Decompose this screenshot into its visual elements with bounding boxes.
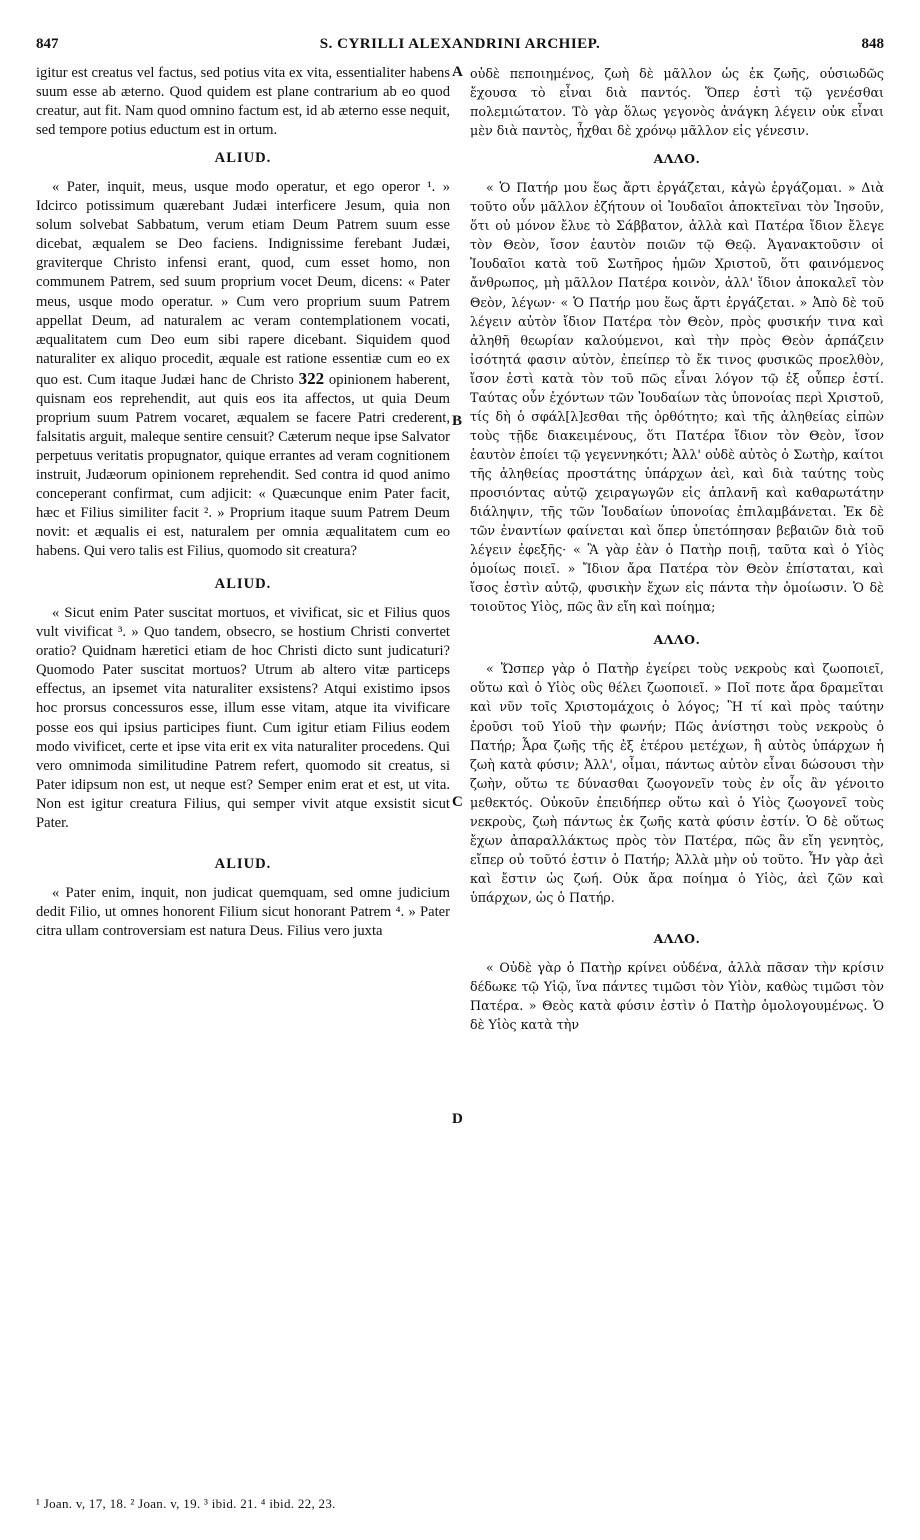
latin-text: « Pater, inquit, meus, usque modo operatur, et ego operor ¹. » Idcirco potissimum quærebant Judæi interficere Jesum, quia non solum solvebat Sabbatum, verum etiam Deum Patrem suum esse dicebat, æqualem se Deo faciens. Indignissime ferebant Judæi, graviterque Christo infensi erant, quod, cum esset homo, non communem Patrem, sed suum proprium vocet Deum, dicens: « Pater meus, usque modo operatur. » Cum vero proprium suum Patrem appellat Deum, ad naturalem ac veram contemplationem vocati, æqualitatem cum Deo eum sibi rapere dicebant. Siquidem quod naturaliter ex aliquo procedit, æquale est ratione essentiæ cum eo ex quo est. Cum itaque Judæi hanc de Christo — [36, 179, 450, 388]
section-heading: ALIUD. — [214, 150, 272, 167]
greek-section-4 — [470, 929, 884, 1034]
column-number: 322 — [298, 368, 325, 388]
footnotes: ¹ Joan. v, 17, 18. ² Joan. v, 19. ³ ibid. 21. ⁴ ibid. 22, 23. — [36, 1496, 336, 1511]
running-title: S. CYRILLI ALEXANDRINI ARCHIEP. — [319, 36, 601, 52]
section-heading: ALIUD. — [214, 576, 272, 593]
greek-column — [470, 64, 884, 1034]
greek-paragraph: « Ὥσπερ γὰρ ὁ Πατὴρ ἐγείρει τοὺς νεκροὺς καὶ ζωοποιεῖ, οὕτω καὶ ὁ Υἱὸς οὓς θέλει ζωοποιεῖ. » Ποῖ ποτε ἄρα δραμεῖται καὶ νῦν τοῖς Χριστομάχοις ὁ λόγος; Ἢ τί καὶ πρὸς ταύτην ἐροῦσι τοῦ Υἱοῦ τὴν φωνήν; Πῶς ἀνίστησι τοὺς νεκροὺς ὁ Πατήρ; Ἆρα ζωῆς τῆς ἐξ ἑτέρου μετέχων, ἢ αὐτὸς ὑπάρχων ἡ ζωὴ κατὰ φύσιν; Ἀλλ', οἶμαι, πάντως αὐτὸν εἶναι δώσουσι τὴν ζωὴν, οὕτω τε δύνασθαι ζωογονεῖν τοὺς ἐν οἷς ἂν γένοιτο μεθεκτός. Οὐκοῦν ἐπειδήπερ οὕτω καὶ ὁ Υἱὸς ζωογονεῖ τοὺς νεκροὺς, ζωὴ πάντως ἐκ ζωῆς κατὰ φύσιν ἐστίν. Ὁ δὲ οὕτως ἔχων ἀπαραλλάκτως πρὸς τὸν Πατέρα, πῶς ἂν εἴη γενητὸς, εἴπερ οὐ τοῦτό ἐστιν ὁ Πατήρ; Ἀλλὰ μὴν οὐ τοῦτο. Ἦν γὰρ ἀεὶ καὶ ἔστιν ὡς ζωή. Οὐκ ἄρα ποίημα ὁ Υἱὸς, ἀεὶ ζῶν καὶ ὑπάρχων, ὡς ὁ Πατήρ. — [470, 661, 884, 905]
greek-section-1 — [470, 64, 884, 140]
latin-text: opinionem haberent, quisnam eos reprehendit, aut quis eos ita affectos, ut quia Deum proprium suum Patrem vocaret, æqualem se facere Patri crederent, falsitatis arguit, maleque sentire censuit? Cæterum neque ipse Salvator perpetuus veritatis propugnator, quique errantes ad veram cognitionem instruit, Judæorum opinionem reprehendit. Sed contra id quod animo conceperant confirmat, cum adjicit: « Quæcunque enim Pater facit, hæc et Filius similiter facit ². » Proprium itaque suum Patrem Deum novit: et æqualis ei est, naturalem per omnia æqualitatem cum eo habens. Qui vero talis est Filius, quomodo sit creatura? — [36, 371, 450, 560]
latin-paragraph: igitur est creatus vel factus, sed potius vita ex vita, essentialiter habens suum esse ab æterno. Quod quidem est plane contrarium ab eo quod creatur, aut fit. Nam quod omnino factum est, id ab æterno esse nequit, sed tempore potius eductum est in ortum. — [36, 65, 450, 139]
latin-paragraph: « Sicut enim Pater suscitat mortuos, et vivificat, sic et Filius quos vult vivificat ³. » Quo tandem, obsecro, se hostium Christi convertet oratio? Quidnam hæretici etiam de hoc Christi dicto sunt judicaturi? Quomodo Pater suscitat mortuos? Utrum ab altero vitæ particeps effectus, an ipsemet vita naturaliter exsistens? Atqui existimo ipsos hoc prorsus concessuros esse, illum esse vitam, atque ita vivificare posse eos qui ipsius participes fiunt. Cum igitur etiam Filius eodem modo vivificet, certe et ipse vita erit ex vita naturaliter procedens. Qui vero omnimoda similitudine Patrem refert, quomodo sit creatus, si Pater idipsum non est, ut neque est? Semper enim erat et est, ut vita. Non est igitur creatura Filius, qui semper vivit atque exsistit sicut Pater. — [36, 605, 450, 831]
running-header — [36, 36, 884, 60]
greek-section-3 — [470, 630, 884, 907]
latin-paragraph — [36, 178, 450, 561]
page-number-left: 847 — [36, 36, 59, 52]
latin-column — [36, 64, 450, 941]
margin-letter-b: B — [452, 413, 463, 429]
greek-paragraph: « Ὁ Πατήρ μου ἕως ἄρτι ἐργάζεται, κἀγὼ ἐργάζομαι. » Διὰ τοῦτο οὖν μᾶλλον ἐζήτουν οἱ Ἰουδαῖοι ἀποκτεῖναι τὸν Ἰησοῦν, ὅτι οὐ μόνον ἔλυε τὸ Σάββατον, ἀλλὰ καὶ Πατέρα ἴδιον ἔλεγε τὸν Θεὸν, ἴσον ἑαυτὸν ποιῶν τῷ Θεῷ. Ἀγανακτοῦσιν οἱ Ἰουδαῖοι κατὰ τοῦ Σωτῆρος ἡμῶν Χριστοῦ, ὅτι φαινόμενος ἄνθρωπος, μὴ μᾶλλον Πατέρα κοινὸν, ἀλλ' ἴδιον ἀποκαλεῖ τὸν Θεὸν, λέγων· « Ὁ Πατήρ μου ἕως ἄρτι ἐργάζεται. » Ἀπὸ δὲ τοῦ λέγειν αὐτὸν ἴδιον Πατέρα τὸν Θεὸν, πρὸς φυσικήν τινα καὶ ἀληθῆ θεωρίαν καλούμενοι, καὶ τὴν πρὸς Θεὸν ἁρπάζειν ἰσότητά φασιν αὐτὸν, ἐπείπερ τὸ ἔκ τινος φυσικῶς προελθὸν, ἴσον ἐστὶ κατὰ τὸν τοῦ πῶς εἶναι λόγον τῷ ἐξ οὗπερ ἐστί. Ταύτας οὖν ἐχόντων τῶν Ἰουδαίων τὰς ὑπονοίας περὶ Χριστοῦ, τίς δὴ ὁ σφάλ[λ]εσθαι τῆς ὀρθότητο; καὶ τῆς ἀληθείας εἰπὼν τοὺς τῇδε διακειμένους, ὅτι Πατέρα ἴδιον τὸν Θεὸν, ἴσον ἑαυτὸν ἐποίει τῷ γεγεννηκότι; Ἀλλ' οὐδὲ αὐτὸς ὁ Σωτὴρ, καίτοι τῆς ἀληθείας προστάτης ὑπάρχων ἀεὶ, καὶ διὰ ταύτης τοὺς προσιόντας αὐτῷ χειραγωγῶν εἰς ἀπλανῆ καὶ καθαρωτάτην διάληψιν, τῆς τῶν Ἰουδαίων ὑπονοίας ἐπιλαμβάνεται. Ἐκ δὲ τῶν ἐναντίων φαίνεται καὶ ὅπερ ὑπετόπησαν βεβαιῶν διὰ τοῦ λέγειν ἐφεξῆς· « Ἃ γὰρ ἐὰν ὁ Πατὴρ ποιῇ, ταῦτα καὶ ὁ Υἱὸς ὁμοίως ποιεῖ. » Ἴδιον ἄρα Πατέρα τὸν Θεὸν ἐπίσταται, καὶ ἴσος ἐστὶν αὐτῷ, φυσικὴν ἔχων εἰς πάντα τὴν ὁμοίωσιν. Ὁ δὲ τοιοῦτος Υἱὸς, πῶς ἂν εἴη καὶ ποίημα; — [470, 180, 884, 615]
greek-section-2 — [470, 149, 884, 616]
latin-paragraph: « Pater enim, inquit, non judicat quemquam, sed omne judicium dedit Filio, ut omnes honorent Filium sicut honorant Patrem ⁴. » Pater citra ullam controversiam est natura Deus. Filius vero juxta — [36, 884, 450, 939]
section-heading: ΑΛΛΟ. — [653, 632, 701, 648]
latin-section-4 — [36, 855, 450, 941]
section-heading: ALIUD. — [214, 855, 272, 872]
greek-paragraph: « Οὐδὲ γὰρ ὁ Πατὴρ κρίνει οὐδένα, ἀλλὰ πᾶσαν τὴν κρίσιν δέδωκε τῷ Υἱῷ, ἵνα πάντες τιμῶσι τὸν Υἱὸν, καθὼς τιμῶσι τὸν Πατέρα. » Θεὸς κατὰ φύσιν ἐστὶν ὁ Πατὴρ ὁμολογουμένως. Ὁ δὲ Υἱὸς κατὰ τὴν — [470, 960, 884, 1033]
section-heading: ΑΛΛΟ. — [653, 930, 701, 946]
page-number-right: 848 — [861, 36, 884, 52]
margin-letter-a: A — [452, 64, 463, 80]
margin-letter-d: D — [452, 1111, 463, 1127]
latin-section-2 — [36, 149, 450, 561]
section-heading: ΑΛΛΟ. — [653, 151, 701, 167]
margin-letter-c: C — [452, 794, 463, 810]
latin-section-1 — [36, 64, 450, 140]
greek-paragraph: οὐδὲ πεποιημένος, ζωὴ δὲ μᾶλλον ὡς ἐκ ζωῆς, οὐσιωδῶς ἔχουσα τὸ εἶναι διὰ παντός. Ὅπερ ἐστὶ τῷ γενέσθαι πολεμιώτατον. Τὸ γὰρ ὅλως γεγονὸς ἀνάγκη λέγειν οὐκ εἶναι μὲν διὰ παντὸς, ἦχθαι δὲ χρόνῳ μᾶλλον εἰς γένεσιν. — [470, 66, 884, 139]
latin-section-3 — [36, 575, 450, 833]
